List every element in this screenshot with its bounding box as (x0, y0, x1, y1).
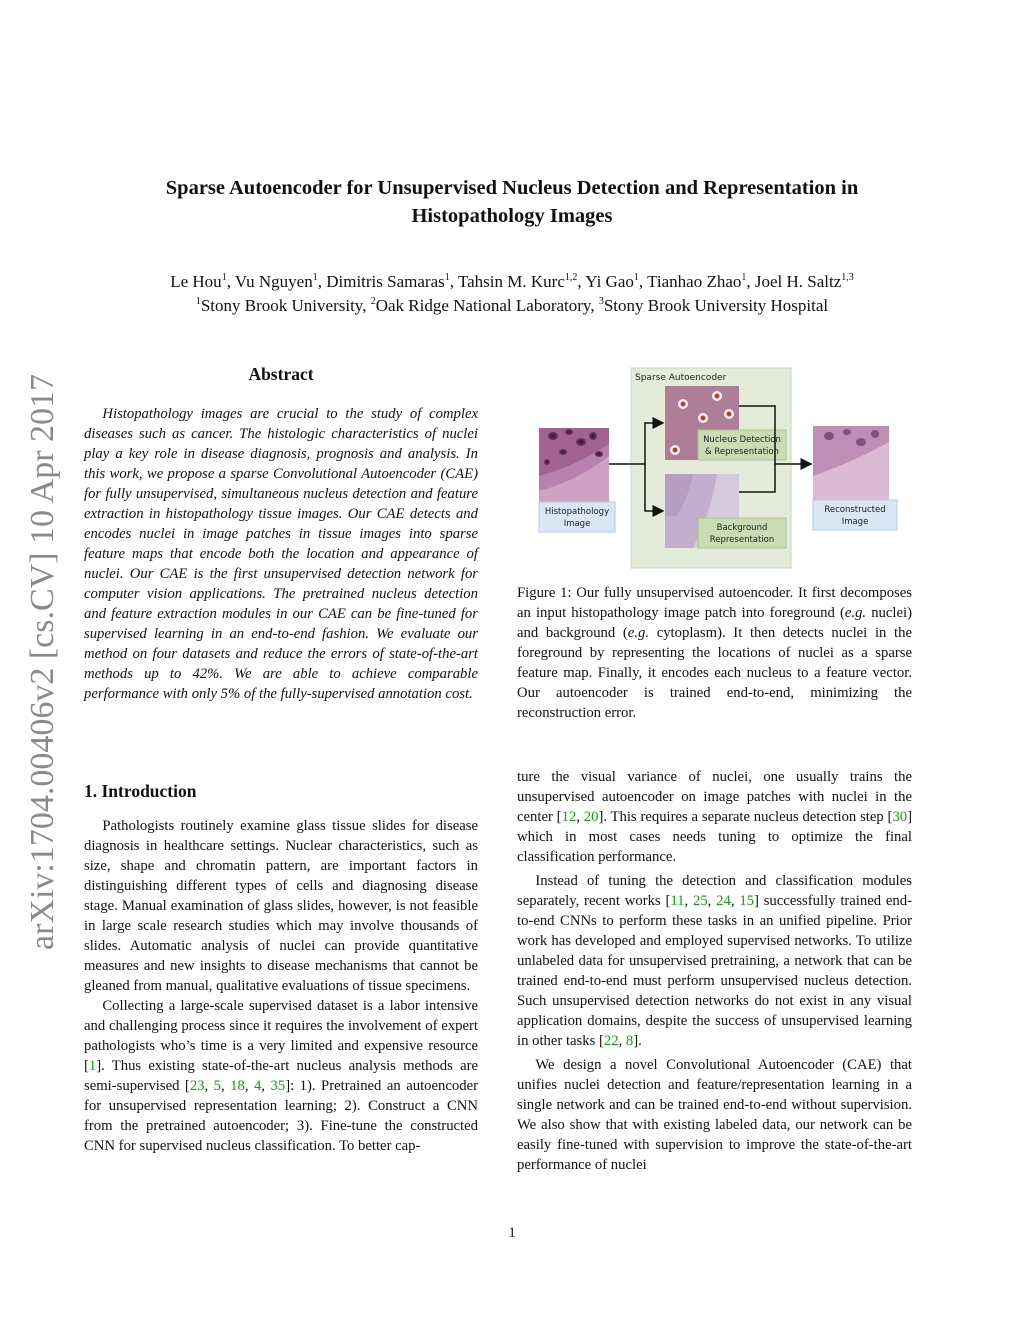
intro-heading: 1. Introduction (84, 781, 197, 801)
page-number: 1 (508, 1225, 516, 1241)
author-list: Le Hou$^1$, Vu Nguyen$^1$, Dimitris Samaras$^1$, Tahsin M. Kurc$^{1,2}$, Yi Gao$^1$, Tianhao Zhao$^1$, Joel H. Saltz$^{1,3}$ (170, 272, 854, 291)
intro-body (84, 816, 478, 1156)
paper-title (60, 174, 964, 230)
abstract-text: Histopathology images are crucial to the study of complex diseases such as cancer. The histologic characteristics of nuclei play a key role in disease diagnosis, prognosis and analysis. In this work, we propose a sparse Convolutional Autoencoder (CAE) for fully unsupervised, simultaneous nucleus detection and feature extraction in histopathology tissue images. Our CAE detects and encodes nuclei in image patches in tissue images into sparse feature maps that encode both the location and appearance of nuclei. Our CAE is the first unsupervised detection network for computer vision applications. The pretrained nucleus detection and feature extraction modules in our CAE can be fine-tuned for supervised learning in an end-to-end fashion. We evaluate our method on four datasets and reduce the errors of state-of-the-art methods up to 42%. We are able to achieve comparable performance with only 5% of the fully-supervised annotation cost. (84, 406, 478, 702)
affiliation-mark: 1 (633, 272, 639, 283)
nucleus-label: Nucleus Detection (703, 435, 781, 445)
background-label-2: Representation (709, 535, 775, 545)
citation-link[interactable]: 11 (670, 893, 685, 909)
right-column-body (517, 767, 912, 1175)
citation-link[interactable]: 20 (583, 809, 599, 825)
autoencoder-diagram (517, 366, 912, 571)
background-label: Background (716, 523, 768, 533)
citation-link[interactable]: 22 (603, 1033, 619, 1049)
affiliation-num: 2 (370, 296, 376, 307)
affiliation: Stony Brook University Hospital (603, 296, 829, 315)
affiliation-mark: 1,3 (841, 272, 854, 283)
group-label: Sparse Autoencoder (635, 373, 727, 383)
figure-caption: Figure 1: Our fully unsupervised autoencoder. It first decomposes an input histopathology image patch into foreground (e.g. nuclei) and background (e.g. cytoplasm). It then detects nuclei in the foreground by representing the locations of nuclei as a sparse feature map. Finally, it encodes each nucleus to a feature vector. Our autoencoder is trained end-to-end, minimizing the reconstruction error. (517, 585, 912, 721)
intro-paragraph-1: Pathologists routinely examine glass tissue slides for disease diagnosis in healthcare settings. Nuclear characteristics, such as size, shape and chromatin pattern, are important factors in distinguishing different types of cells and diagnosing disease stage. Manual examination of glass slides, however, is not feasible in large scale research studies which may involve thousands of slides. Automatic analysis of nuclei can provide quantitative measures and new insights to disease mechanisms that cannot be gleaned from manual, qualitative evaluations of tissue specimens. (84, 818, 478, 994)
affiliation-mark: 1 (312, 272, 318, 283)
right-paragraph-3: We design a novel Convolutional Autoencoder (CAE) that unifies nuclei detection and feature/representation learning in a single network and can be trained end-to-end without supervision. We also show that with existing labeled data, our network can be easily fine-tuned with supervision to improve the state-of-the-art performance of nuclei (517, 1057, 912, 1173)
title-line-1: Sparse Autoencoder for Unsupervised Nucleus Detection and Representation in (165, 177, 859, 199)
author: Joel H. Saltz (754, 272, 842, 291)
citation-link[interactable]: 5 (213, 1078, 222, 1094)
citation-link[interactable]: 1 (88, 1058, 97, 1074)
author: Yi Gao (585, 272, 634, 291)
intro-paragraph-2: Collecting a large-scale supervised dataset is a labor intensive and challenging process since it requires the involvement of expert pathologists who’s time is a very limited and expensive resource [1]. Thus existing state-of-the-art nucleus analysis methods are semi-supervised [23, 5, 18, 4, 35]: 1). Pretrained an autoencoder for unsupervised representation learning; 2). Construct a CNN from the pretrained autoencoder; 3). Fine-tune the constructed CNN for supervised nucleus classification. To better cap- (84, 998, 478, 1154)
output-label: Reconstructed (824, 505, 886, 515)
affiliation-num: 3 (598, 296, 604, 307)
author: Dimitris Samaras (326, 272, 445, 291)
citation-link[interactable]: 8 (625, 1033, 634, 1049)
citation-link[interactable]: 30 (892, 809, 908, 825)
citation-link[interactable]: 23 (189, 1078, 205, 1094)
affiliation-mark: 1 (221, 272, 227, 283)
citation-link[interactable]: 18 (230, 1078, 245, 1094)
citation-link[interactable]: 25 (692, 893, 708, 909)
citation-link[interactable]: 12 (561, 809, 577, 825)
nucleus-label-2: & Representation (705, 447, 779, 457)
title-line-2: Histopathology Images (411, 205, 613, 227)
abstract-heading: Abstract (248, 364, 314, 384)
citation-link[interactable]: 4 (254, 1078, 262, 1094)
author: Le Hou (170, 272, 222, 291)
affiliation-num: 1 (195, 296, 201, 307)
input-label-2: Image (563, 519, 591, 529)
right-paragraph-1: ture the visual variance of nuclei, one usually trains the unsupervised autoencoder on image patches with nuclei in the center [12, 20]. This requires a separate nucleus detection step [30] which in most cases needs tuning to optimize the final classification performance. (517, 769, 913, 865)
author: Tianhao Zhao (647, 272, 742, 291)
output-label-2: Image (841, 517, 869, 527)
abstract-body (84, 404, 478, 704)
affiliation-list: $^1$Stony Brook University, $^2$Oak Ridge National Laboratory, $^3$Stony Brook University Hospital (195, 296, 829, 315)
affiliation-mark: 1 (444, 272, 450, 283)
right-paragraph-2: Instead of tuning the detection and classification modules separately, recent works [11, 25, 24, 15] successfully trained end-to-end CNNs to perform these tasks in an unified pipeline. Prior work has developed and employed supervised networks. To utilize unlabeled data for unsupervised pretraining, a network that can be trained end-to-end must perform unsupervised nucleus detection. Such unsupervised detection networks do not exist in any visual application domains, despite the success of unsupervised learning in other tasks [22, 8]. (517, 873, 912, 1049)
figure-1 (517, 366, 912, 571)
citation-link[interactable]: 35 (270, 1078, 286, 1094)
affiliation: Stony Brook University (200, 296, 363, 315)
affiliation-mark: 1,2 (564, 272, 578, 283)
affiliation-mark: 1 (741, 272, 747, 283)
citation-link[interactable]: 24 (716, 893, 731, 909)
author-block (60, 270, 964, 318)
citation-link[interactable]: 15 (739, 893, 755, 909)
author: Vu Nguyen (234, 272, 313, 291)
affiliation: Oak Ridge National Laboratory (375, 296, 591, 315)
input-label: Histopathology (544, 507, 610, 517)
author: Tahsin M. Kurc (457, 272, 565, 291)
arxiv-identifier: arXiv:1704.00406v2 [cs.CV] 10 Apr 2017 (24, 373, 61, 950)
